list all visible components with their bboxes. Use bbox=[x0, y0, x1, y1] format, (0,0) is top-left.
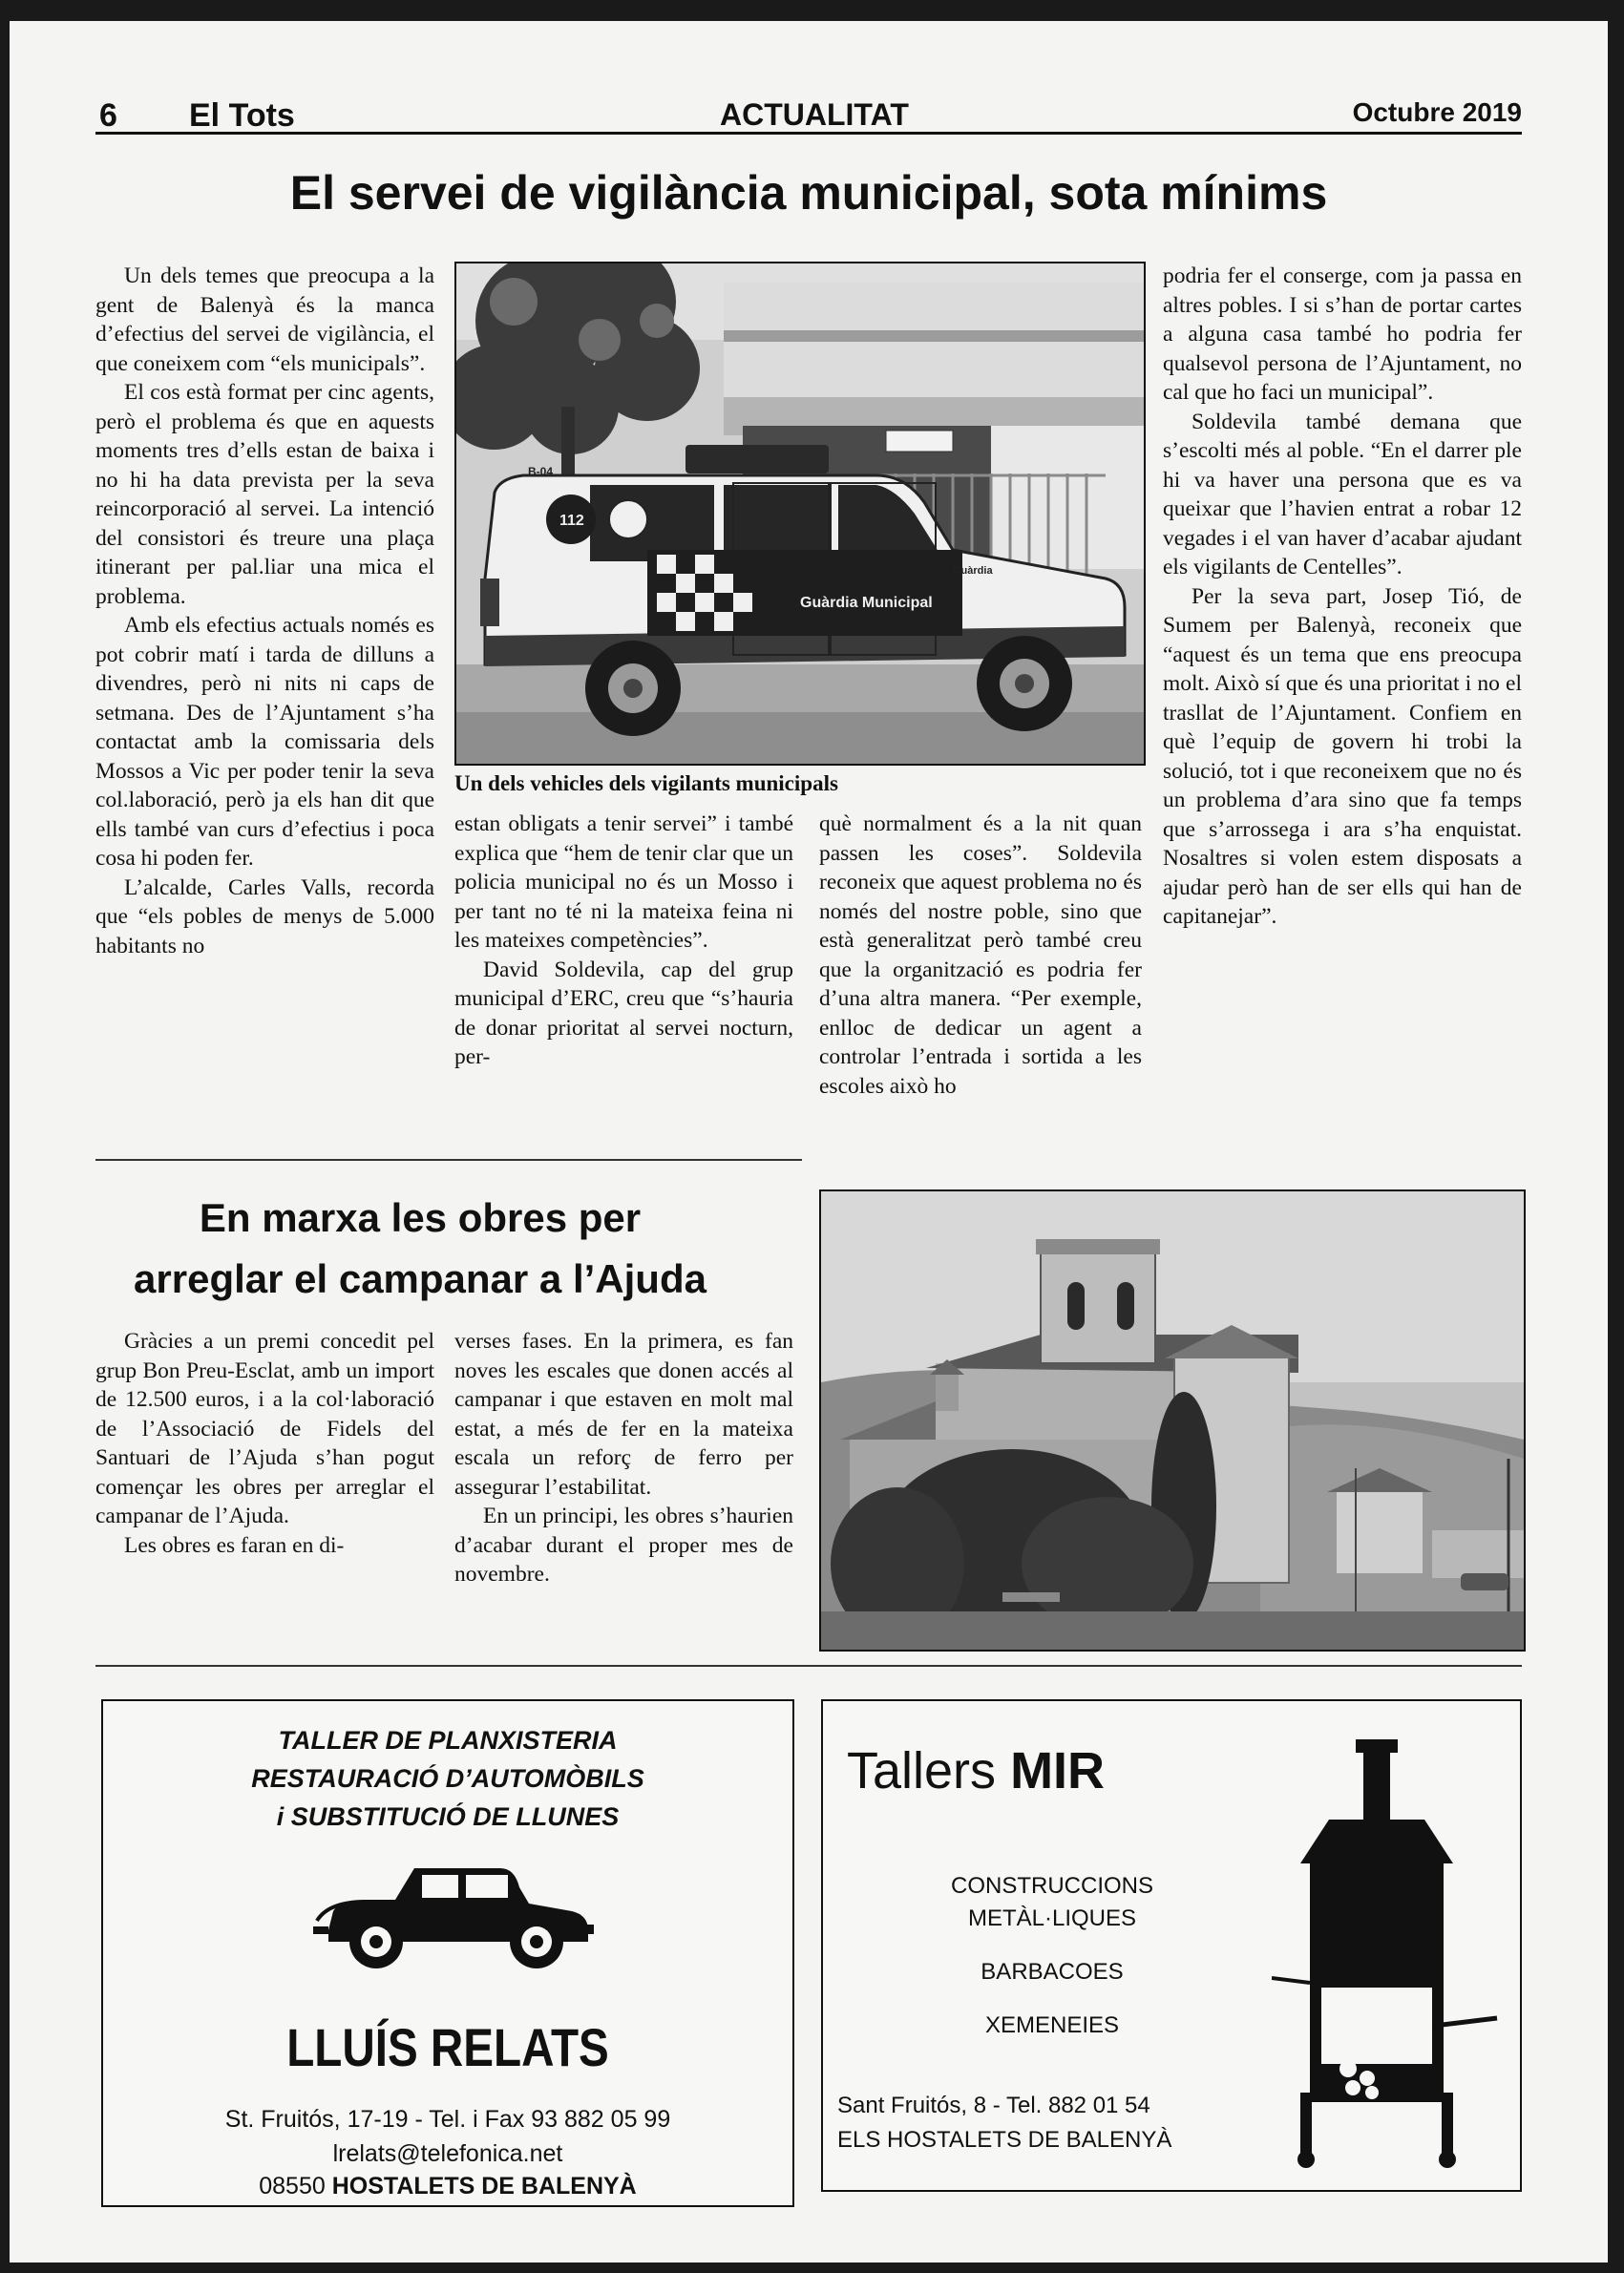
paragraph: verses fases. En la primera, es fan noves les escales que donen accés al campanar i que estaven en molt mal estat, a més de fer en la mateixa escala un reforç de ferro per assegurar l’estabilitat. bbox=[454, 1329, 793, 1500]
paragraph: què normalment és a la nit quan passen les coses”. Soldevila reconeix que aquest problema no és només del nostre poble, sino que està generalitzat però també creu que la organització es podria fer d’una altra manera. “Per exemple, enlloc de dedicar un agent a controlar l’entrada i sortida a les escoles això ho bbox=[819, 811, 1142, 1099]
ad2-brand bbox=[847, 1741, 1105, 1800]
paragraph: David Soldevila, cap del grup municipal d’ERC, creu que “s’hauria de donar prioritat al servei nocturn, per- bbox=[454, 957, 793, 1069]
second-headline-line-1: En marxa les obres per bbox=[199, 1195, 642, 1240]
barbecue-chimney-icon bbox=[1272, 1739, 1501, 2169]
article-divider bbox=[95, 1159, 802, 1161]
paragraph: Soldevila també demana que s’escolti més al poble. “En el darrer ple hi va haver una persona que es va queixar que l’havien entrat a robar 12 vegades i el van haver d’acabar ajudant els vigilants de Centelles”. bbox=[1163, 409, 1522, 579]
article-headline: El servei de vigilància municipal, sota mínims bbox=[289, 166, 1328, 220]
vehicle-photo bbox=[454, 262, 1146, 766]
section-name: ACTUALITAT bbox=[720, 97, 909, 132]
issue-date: Octubre 2019 bbox=[1352, 97, 1522, 127]
ad1-town-line bbox=[103, 2173, 792, 2200]
paragraph: En un principi, les obres s’haurien d’acabar durant el proper mes de novembre. bbox=[454, 1504, 793, 1587]
vehicle-label: Guàrdia Municipal bbox=[800, 595, 933, 611]
paragraph: Un dels temes que preocupa a la gent de Balenyà és la manca d’efectius del servei de vigilància, el que coneixem com “els municipals”. bbox=[95, 263, 434, 376]
paragraph: El cos està format per cinc agents, però el problema és que en aquests moments tres d’ells estan de baixa i no hi ha data prevista per la seva reincorporació al servei. La intenció del consistori és treure una plaça itinerant per pal.liar una mica el problema. bbox=[95, 380, 434, 609]
ad1-address: St. Fruitós, 17-19 - Tel. i Fax 93 882 05 99 bbox=[224, 2106, 671, 2133]
paragraph: L’alcalde, Carles Valls, recorda que “els pobles de menys de 5.000 habitants no bbox=[95, 874, 434, 958]
ad1-line-1: TALLER DE PLANXISTERIA bbox=[278, 1726, 618, 1755]
ad1-brand: LLUÍS RELATS bbox=[286, 2017, 609, 2077]
second-article-column-1 bbox=[95, 1327, 434, 1560]
ads-divider bbox=[95, 1665, 1522, 1667]
paragraph: podria fer el conserge, com ja passa en altres pobles. I si s’han de portar cartes a alguna casa també ho podria fer qualsevol persona de l’Ajuntament, no cal que ho faci un municipal”. bbox=[1163, 263, 1522, 405]
second-headline-line-2: arreglar el campanar a l’Ajuda bbox=[134, 1256, 707, 1301]
ad1-town: HOSTALETS DE BALENYÀ bbox=[331, 2173, 637, 2199]
ad2-line-1: CONSTRUCCIONS bbox=[950, 1873, 1153, 1899]
photo-caption: Un dels vehicles dels vigilants municipals bbox=[454, 771, 838, 795]
church-photo-image bbox=[821, 1191, 1524, 1650]
mir-advertisement bbox=[821, 1699, 1522, 2192]
ad2-address: Sant Fruitós, 8 - Tel. 882 01 54 bbox=[837, 2093, 1150, 2118]
ad1-postal-code: 08550 bbox=[259, 2173, 326, 2199]
vehicle-photo-image bbox=[456, 263, 1144, 764]
newspaper-page bbox=[10, 21, 1608, 2262]
ad2-line-2: METÀL·LIQUES bbox=[967, 1905, 1137, 1931]
paragraph: Amb els efectius actuals només es pot cobrir matí i tarda de dilluns a divendres, però ni nits ni caps de setmana. Des de l’Ajuntament s’ha contactat amb la comissaria dels Mossos a Vic per poder tenir la seva col.laboració, però ja els han dit que ells també van curs d’efectius i poca cosa hi poden fer. bbox=[95, 613, 434, 871]
article-column-3 bbox=[819, 810, 1142, 1101]
church-photo bbox=[819, 1189, 1526, 1652]
ad2-line-4: XEMENEIES bbox=[984, 2012, 1120, 2038]
article-column-4 bbox=[1163, 262, 1522, 932]
ad2-brand-b: MIR bbox=[1010, 1742, 1106, 1799]
ad1-email: lrelats@telefonica.net bbox=[332, 2140, 563, 2167]
ad2-line-3: BARBACOES bbox=[981, 1959, 1124, 1985]
ad1-line-2: RESTAURACIÓ D’AUTOMÒBILS bbox=[251, 1764, 644, 1793]
vehicle-unit-number: B-04 bbox=[528, 465, 554, 478]
vehicle-hood-label: Guàrdia bbox=[953, 565, 993, 577]
emergency-number-badge: 112 bbox=[559, 513, 584, 529]
ad2-town: ELS HOSTALETS DE BALENYÀ bbox=[837, 2127, 1172, 2153]
second-article-headline bbox=[95, 1188, 745, 1310]
article-column-2 bbox=[454, 810, 793, 1072]
ad1-line-3: i SUBSTITUCIÓ DE LLUNES bbox=[276, 1802, 620, 1831]
vintage-car-icon bbox=[309, 1844, 596, 1978]
second-article-column-2 bbox=[454, 1327, 793, 1589]
relats-advertisement bbox=[101, 1699, 794, 2207]
article-column-1 bbox=[95, 262, 434, 960]
paragraph: Gràcies a un premi concedit pel grup Bon Preu-Esclat, amb un import de 12.500 euros, i a la col·laboració de l’Associació de Fidels del Santuari de l’Ajuda s’han pogut començar les obres per arreglar el campanar de l’Ajuda. bbox=[95, 1329, 434, 1528]
page-header bbox=[95, 78, 1522, 135]
paragraph: Les obres es faran en di- bbox=[124, 1532, 345, 1558]
paragraph: estan obligats a tenir servei” i també explica que “hem de tenir clar que un policia municipal no és un Mosso i per tant no té ni la mateixa feina ni les mateixes competències”. bbox=[454, 811, 793, 953]
publication-name: El Tots bbox=[189, 97, 295, 134]
ad2-brand-a: Tallers bbox=[847, 1742, 997, 1799]
page-number: 6 bbox=[99, 97, 117, 134]
paragraph: Per la seva part, Josep Tió, de Sumem per Balenyà, reconeix que “aquest és un tema que ens preocupa molt. Això sí que és una prioritat i no el trasllat de l’Ajuntament. Confiem en què l’equip de govern hi trobi la solució, tot i que reconeixem que no és un problema d’ara sino que fa temps que s’arrossega i ara s’ha enquistat. Nosaltres si volen estem disposats a ajudar però han de ser ells qui han de capitanejar”. bbox=[1163, 583, 1522, 929]
